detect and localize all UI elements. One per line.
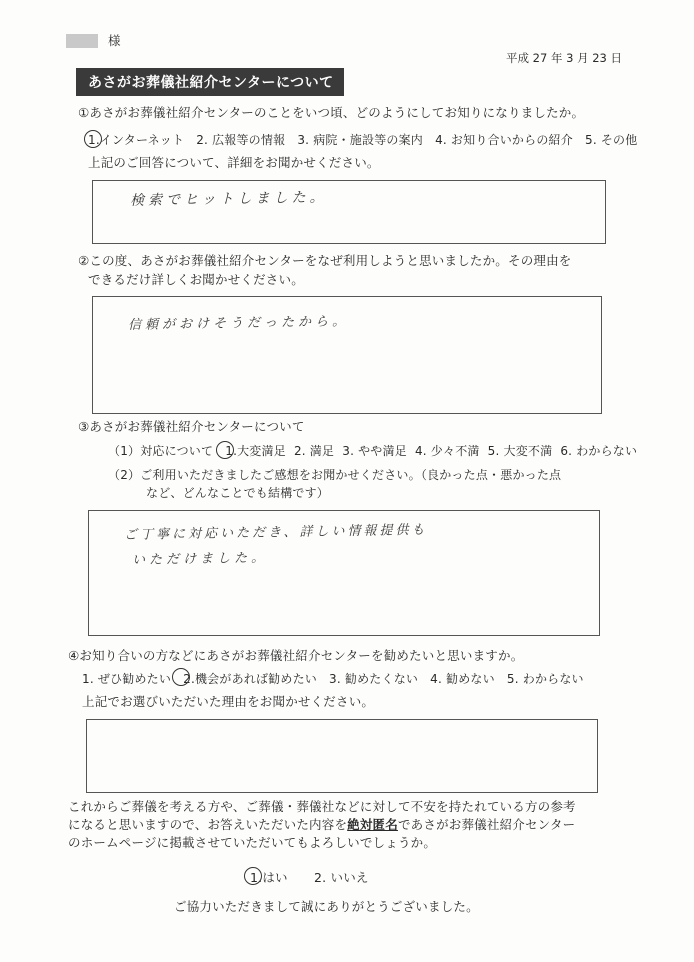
q3-option-5[interactable]: 5. 大変不満 xyxy=(487,444,553,458)
q4-option-4[interactable]: 4. 勧めない xyxy=(430,672,495,686)
q4-option-2[interactable]: 2.機会があれば勧めたい xyxy=(183,672,317,686)
q1-answer: 検索でヒットしました。 xyxy=(129,189,328,209)
q4-option-5[interactable]: 5. わからない xyxy=(506,672,584,686)
q4-question: ④お知り合いの方などにあさがお葬儀社紹介センターを勧めたいと思いますか。 xyxy=(68,648,524,663)
q3-selected-circle xyxy=(216,441,234,459)
q3-sub2-line2: など、どんなことでも結構です） xyxy=(146,486,330,500)
q1-option-4[interactable]: 4. お知り合いからの紹介 xyxy=(435,133,573,147)
q3-option-3[interactable]: 3. やや満足 xyxy=(342,444,407,458)
q3-sub1-label: （1）対応について xyxy=(108,444,214,458)
q1-selected-circle xyxy=(84,130,102,148)
q4-reason-prompt: 上記でお選びいただいた理由をお聞かせください。 xyxy=(82,694,375,709)
consent-line2 xyxy=(68,817,575,833)
consent-option-yes[interactable]: 1.はい xyxy=(250,870,288,885)
q4-option-1[interactable]: 1. ぜひ勧めたい xyxy=(82,672,172,686)
q3-option-1[interactable]: 1.大変満足 xyxy=(225,444,286,458)
consent-line1: これからご葬儀を考える方や、ご葬儀・葬儀社などに対して不安を持たれている方の参考 xyxy=(68,799,576,814)
q4-option-3[interactable]: 3. 勧めたくない xyxy=(329,672,419,686)
q4-selected-circle xyxy=(172,668,190,686)
q3-option-2[interactable]: 2. 満足 xyxy=(293,444,335,458)
q3-option-4[interactable]: 4. 少々不満 xyxy=(414,444,480,458)
q4-options xyxy=(82,671,584,687)
consent-option-no[interactable]: 2. いいえ xyxy=(314,870,369,885)
consent-line3: のホームページに掲載させていただいてもよろしいでしょうか。 xyxy=(68,835,437,850)
q1-option-5[interactable]: 5. その他 xyxy=(584,133,638,147)
consent-anonymous-emphasis: 絶対匿名 xyxy=(347,817,398,832)
q1-detail-prompt: 上記のご回答について、詳細をお聞かせください。 xyxy=(88,155,380,170)
q2-question-line1: ②この度、あさがお葬儀社紹介センターをなぜ利用しようと思いましたか。その理由を xyxy=(78,253,572,268)
q3-option-6[interactable]: 6. わからない xyxy=(560,444,638,458)
q3-sub1 xyxy=(108,443,637,459)
name-suffix: 様 xyxy=(108,33,121,48)
q1-option-2[interactable]: 2. 広報等の情報 xyxy=(196,133,286,147)
q2-question-line2: できるだけ詳しくお聞かせください。 xyxy=(88,272,304,287)
q1-option-3[interactable]: 3. 病院・施設等の案内 xyxy=(297,133,424,147)
page-title: あさがお葬儀社紹介センターについて xyxy=(76,68,344,96)
consent-line2-pre: になると思いますので、お答えいただいた内容を xyxy=(68,817,348,832)
q4-answer-box[interactable] xyxy=(86,719,598,793)
q1-option-1[interactable]: 1.インターネット xyxy=(88,133,185,147)
q3-answer-line1: ご丁寧に対応いただき、詳しい情報提供も xyxy=(123,522,428,543)
survey-date: 平成 27 年 3 月 23 日 xyxy=(506,51,623,65)
q3-answer-line2: いただけました。 xyxy=(131,550,269,568)
q1-options xyxy=(88,132,637,148)
consent-selected-circle xyxy=(244,867,262,885)
closing-message: ご協力いただきまして誠にありがとうございました。 xyxy=(174,899,479,914)
consent-line2-post: であさがお葬儀社紹介センター xyxy=(397,817,576,832)
q2-answer: 信頼がおけそうだったから。 xyxy=(127,314,350,333)
q3-sub2-line1: （2）ご利用いただきましたご感想をお聞かせください。（良かった点・悪かった点 xyxy=(108,468,562,482)
q3-heading: ③あさがお葬儀社紹介センターについて xyxy=(78,419,305,434)
redacted-name xyxy=(66,34,98,48)
q1-question: ①あさがお葬儀社紹介センターのことをいつ頃、どのようにしてお知りになりましたか。 xyxy=(78,105,585,120)
